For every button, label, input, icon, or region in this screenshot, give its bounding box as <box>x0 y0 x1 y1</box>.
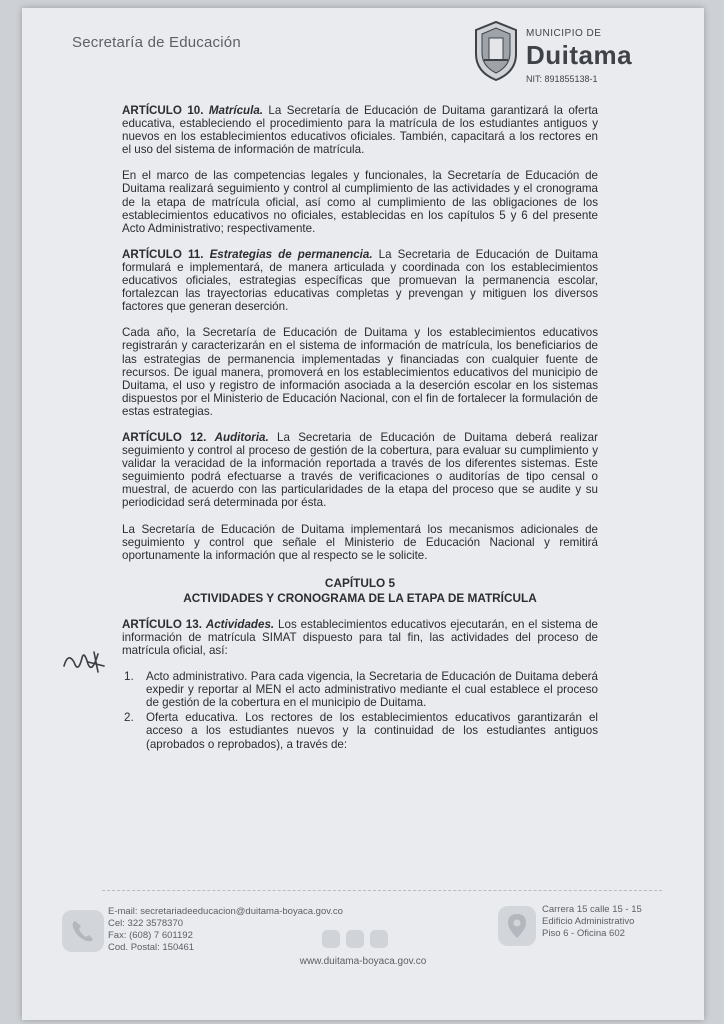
document-page <box>22 8 704 1020</box>
location-pin-icon <box>498 906 536 946</box>
article-11-paragraph-2: Cada año, la Secretaría de Educación de Duitama y los establecimientos educativos registrarán y caracterizarán en el sistema de información de matrícula, los beneficiarios de las estrategias de permanencia implementadas y financiadas con cualquier fuente de recursos. De igual manera, promoverá en los establecimientos educativos del municipio de Duitama, el uso y registro de información asociada a la deserción escolar en los sistemas dispuestos por el Ministerio de Educación Nacional, con el fin de fortalecer la formulación de estas estrategias. <box>122 326 598 418</box>
chapter-heading <box>122 576 598 606</box>
activities-list <box>122 670 598 751</box>
article-13-title: ARTÍCULO 13. Actividades. <box>122 617 275 631</box>
address-text <box>542 904 642 940</box>
footer-website: www.duitama-boyaca.gov.co <box>299 956 427 967</box>
address-line-3: Piso 6 - Oficina 602 <box>542 928 625 939</box>
footer-cel: Cel: 322 3578370 <box>108 918 184 929</box>
article-12-paragraph-2: La Secretaría de Educación de Duitama implementará los mecanismos adicionales de seguimiento y control que señale el Ministerio de Educación Nacional y remitirá oportunamente la información que al respecto se le solicite. <box>122 522 598 562</box>
article-10-paragraph: ARTÍCULO 10. Matrícula. La Secretaría de Educación de Duitama garantizará la oferta educativa, estableciendo el procedimiento para la matrícula de los estudiantes antiguos y nuevos en los establecimientos educativos oficiales. También, capacitará a los rectores en el uso del sistema de información de matrícula. <box>122 104 598 157</box>
footer-divider <box>102 890 662 891</box>
address-line-1: Carrera 15 calle 15 - 15 <box>542 904 642 915</box>
municipality-label: MUNICIPIO DE <box>526 28 602 39</box>
article-13-paragraph: ARTÍCULO 13. Actividades. Los establecimientos educativos ejecutarán, en el sistema de información de matrícula SIMAT dispuesto para tal fin, las actividades del proceso de matrícula oficial, así: <box>122 617 598 657</box>
youtube-icon[interactable] <box>370 930 388 948</box>
article-10-paragraph-2: En el marco de las competencias legales y funcionales, la Secretaría de Educación de Duitama realizará seguimiento y control al cumplimiento de las actividades y el cronograma de la etapa de matrícula oficial, así como al cumplimiento de las obligaciones de los establecimientos educativos no oficiales, establecidas en los capítulos 5 y 6 del presente Acto Administrativo; respectivamente. <box>122 169 598 235</box>
contact-text <box>108 906 343 954</box>
handwritten-initials-icon <box>58 644 108 680</box>
nit-number: NIT: 891855138-1 <box>526 74 598 84</box>
chapter-title: ACTIVIDADES Y CRONOGRAMA DE LA ETAPA DE MATRÍCULA <box>183 590 537 605</box>
footer-fax: Fax: (608) 7 601192 <box>108 930 193 941</box>
document-body <box>122 104 598 753</box>
social-icons <box>322 930 388 948</box>
article-11-paragraph: ARTÍCULO 11. Estrategias de permanencia. La Secretaria de Educación de Duitama formulará e implementará, de manera articulada y coordinada con los establecimientos educativos oficiales, estrategias específicas que promuevan la permanencia escolar, fortalezcan las trayectorias educativas completas y prevengan y mitiguen los diversos factores que generan deserción. <box>122 247 598 314</box>
article-12-paragraph: ARTÍCULO 12. Auditoria. La Secretaria de Educación de Duitama deberá realizar seguimiento y control al proceso de gestión de la cobertura, para evaluar su cumplimiento y validar la veracidad de la información reportada a través de los diferentes sistemas. Este seguimiento podrá efectuarse a través de verificaciones o auditorías de tipo censal o muestral, de acuerdo con las particularidades de la etapa del proceso que se audite y su periodicidad será determinada por ésta. <box>122 430 598 510</box>
coat-of-arms-icon <box>470 20 522 82</box>
phone-icon <box>62 910 104 952</box>
municipality-logo <box>470 20 690 90</box>
facebook-icon[interactable] <box>322 930 340 948</box>
article-10-title: ARTÍCULO 10. Matrícula. <box>122 104 263 117</box>
list-item: 1. Acto administrativo. Para cada vigencia, la Secretaria de Educación de Duitama deberá expedir y reportar al MEN el acto administrativo mediante el cual establece el proceso de gestión de la cobertura en el municipio de Duitama. <box>124 670 598 710</box>
list-item: 2. Oferta educativa. Los rectores de los establecimientos educativos garantizarán el acceso a los estudiantes nuevos y la continuidad de los estudiantes antiguos (aprobados o reprobados), a través de: <box>124 711 598 751</box>
article-12-title: ARTÍCULO 12. Auditoria. <box>122 430 269 444</box>
address-line-2: Edificio Administrativo <box>542 916 635 927</box>
municipality-name: Duitama <box>526 40 633 70</box>
chapter-number: CAPÍTULO 5 <box>324 575 396 590</box>
department-header: Secretaría de Educación <box>72 34 241 51</box>
instagram-icon[interactable] <box>346 930 364 948</box>
footer-postal: Cod. Postal: 150461 <box>108 942 195 953</box>
footer-email: E-mail: secretariadeeducacion@duitama-boyaca.gov.co <box>108 906 343 917</box>
article-11-title: ARTÍCULO 11. Estrategias de permanencia. <box>122 247 373 261</box>
